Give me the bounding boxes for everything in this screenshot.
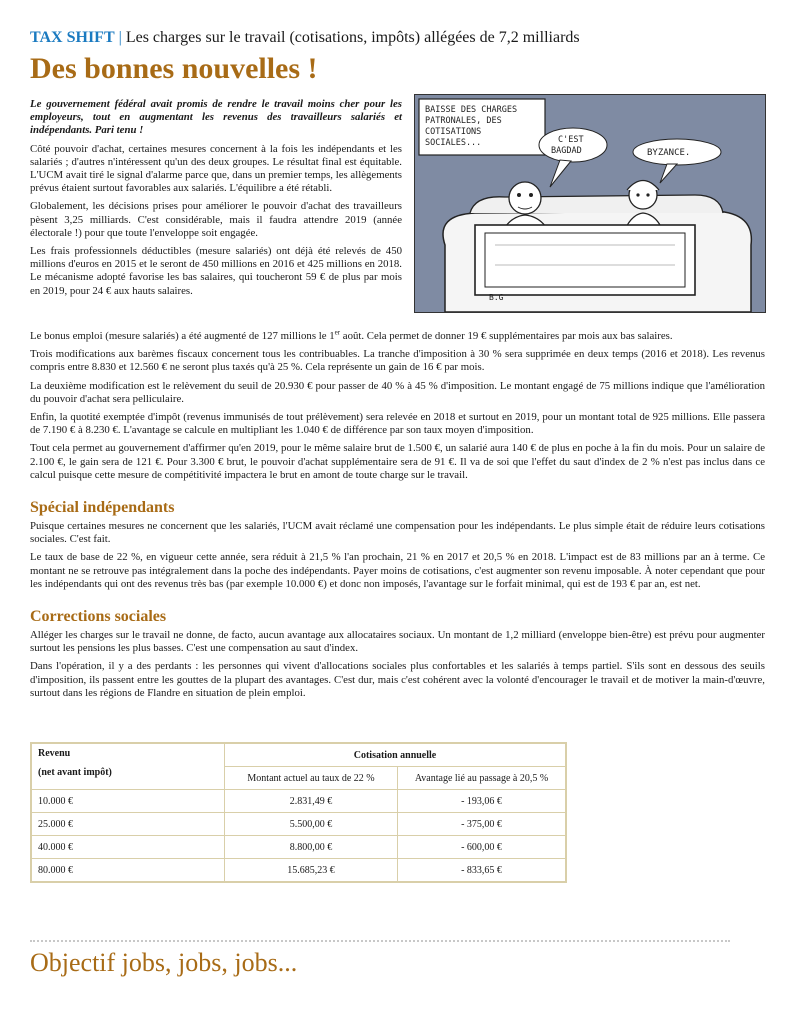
col-revenu-sublabel: (net avant impôt) [38, 767, 112, 779]
cell-revenu: 25.000 € [31, 813, 225, 836]
cartoon-drawing [415, 95, 765, 312]
cartoon-illustration [414, 94, 766, 313]
table-row [31, 836, 566, 859]
group-header: Cotisation annuelle [225, 743, 567, 767]
body-text: Le bonus emploi (mesure salariés) a été augmenté de 127 millions le 1 [30, 330, 335, 342]
left-paragraph: Globalement, les décisions prises pour améliorer le pouvoir d'achat des travailleurs pèsent 3,25 milliards. C'est considérable, mais il faudra attendre 2019 (année électorale !) pour que toute l'enveloppe soit engagée. [30, 200, 402, 239]
body-text: août. Cela permet de donner 19 € supplémentaires par mois aux bas salaires. [340, 330, 673, 342]
footer-title: Objectif jobs, jobs, jobs... [30, 948, 298, 977]
body-paragraph [30, 330, 765, 343]
cell-avantage: - 600,00 € [398, 836, 567, 859]
section-paragraph: Le taux de base de 22 %, en vigueur cette année, sera réduit à 21,5 % l'an prochain, 21 % en 2017 et 20,5 % en 2018. L'impact est de 83 millions par an à terme. Ce montant ne se retrouve pas intégralement dans la poche des indépendants. Payer moins de cotisations, c'est augmenter son revenu imposable. À noter cependant que pour les indépendants qui ont des revenus très bas (par exemple 10.000 €) et donc non imposés, l'avantage sur le forfait minimal, qui est de 193 € par an, est net. [30, 551, 765, 590]
article [30, 28, 765, 883]
cartoon-caption: BAISSE DES CHARGES PATRONALES, DES COTISATIONS SOCIALES... [425, 105, 518, 148]
cell-revenu: 10.000 € [31, 790, 225, 813]
cell-revenu: 80.000 € [31, 859, 225, 883]
left-column [30, 98, 402, 303]
table-row [31, 790, 566, 813]
table-row [31, 813, 566, 836]
cartoon-signature: B.G [489, 293, 504, 302]
cell-avantage: - 375,00 € [398, 813, 567, 836]
lead-paragraph: Le gouvernement fédéral avait promis de rendre le travail moins cher pour les employeurs, tout en augmentant les revenus des travailleurs salariés et indépendants. Pari tenu ! [30, 98, 402, 137]
section-title-corrections: Corrections sociales [30, 608, 167, 626]
cell-montant: 15.685,23 € [225, 859, 398, 883]
body-paragraph: Trois modifications aux barèmes fiscaux concernent tous les contribuables. La tranche d'imposition à 30 % sera supprimée en deux temps (2016 et 2018). Les revenus compris entre 8.830 et 12.560 € ne seront plus taxés qu'à 25 %. Cela représente un gain de 16 € par mois. [30, 348, 765, 374]
article-body [30, 330, 765, 883]
bubble-right: BYZANCE. [647, 148, 691, 158]
kicker [30, 28, 765, 48]
left-paragraph: Côté pouvoir d'achat, certaines mesures concernent à la fois les indépendants et les salariés ; d'autres n'intéressent qu'un des deux groupes. Le résultat final est équitable. L'UCM avait tiré le signal d'alarme parce que, dans un premier temps, les allègements prévus étaient surtout favorables aux salariés. L'équilibre a été rétabli. [30, 142, 402, 195]
section-paragraph: Puisque certaines mesures ne concernent que les salariés, l'UCM avait réclamé une compensation pour les indépendants. Le plus simple était de réduire leurs cotisations sociales. C'est fait. [30, 520, 765, 546]
page-title: Des bonnes nouvelles ! [30, 52, 318, 85]
col-avantage-header: Avantage lié au passage à 20,5 % [398, 767, 567, 790]
cell-montant: 8.800,00 € [225, 836, 398, 859]
divider [30, 940, 730, 942]
body-paragraph: La deuxième modification est le relèvement du seuil de 20.930 € pour passer de 40 % à 45 % d'imposition. Le montant engagé de 75 millions indique que l'amélioration du pouvoir d'achat sera pelliculaire. [30, 379, 765, 405]
col-revenu-label: Revenu [38, 748, 71, 760]
bubble-left: C'EST BAGDAD [551, 135, 584, 156]
left-paragraph: Les frais professionnels déductibles (mesure salariés) ont déjà été relevés de 450 millions d'euros en 2015 et le seront de 450 millions en 2016 et 425 millions en 2018. Le mécanisme adopté favorise les bas salaires, qui toucheront 59 € de plus par mois en 2019, pour 24 € aux hauts salaires. [30, 245, 402, 297]
top-block [30, 98, 765, 330]
col-revenu-header [31, 743, 225, 790]
cell-revenu: 40.000 € [31, 836, 225, 859]
cell-montant: 2.831,49 € [225, 790, 398, 813]
cell-avantage: - 833,65 € [398, 859, 567, 883]
cotisation-table [30, 742, 567, 883]
section-paragraph: Dans l'opération, il y a des perdants : les personnes qui vivent d'allocations sociales plus confortables et les salariés à temps partiel. S'ils sont en dessous des seuils d'imposition, ils passent entre les gouttes de la plupart des avantages. C'est dur, mais c'est cohérent avec la volonté d'encourager le travail et de motiver la main-d'œuvre, surtout dans les régions de Flandre en situation de plein emploi. [30, 660, 765, 699]
body-paragraph: Enfin, la quotité exemptée d'impôt (revenus immunisés de tout prélèvement) sera relevée en 2018 et surtout en 2019, pour un montant total de 925 millions. Elle passera de 7.190 € à 8.230 €. L'avantage se calcule en multipliant les 1.040 € de différence par son taux moyen d'imposition. [30, 411, 765, 437]
kicker-separator: | [118, 29, 122, 46]
section-paragraph: Alléger les charges sur le travail ne donne, de facto, aucun avantage aux allocataires sociaux. Un montant de 1,2 milliard (enveloppe bien-être) est prévu pour augmenter surtout les pensions les plus basses. C'est une compensation au saut d'index. [30, 629, 765, 655]
table-header-row [31, 743, 566, 767]
kicker-tag: TAX SHIFT [30, 29, 115, 46]
table-row [31, 859, 566, 883]
kicker-subtitle: Les charges sur le travail (cotisations, impôts) allégées de 7,2 milliards [125, 29, 580, 46]
col-montant-header: Montant actuel au taux de 22 % [225, 767, 398, 790]
cell-montant: 5.500,00 € [225, 813, 398, 836]
section-title-independants: Spécial indépendants [30, 499, 175, 517]
body-superscript: er [334, 328, 341, 337]
cell-avantage: - 193,06 € [398, 790, 567, 813]
body-paragraph: Tout cela permet au gouvernement d'affirmer qu'en 2019, pour le même salaire brut de 1.500 €, un salarié aura 140 € de plus en poche à la fin du mois. Pour un salaire de 2.100 €, le gain sera de 121 €. Pour 3.300 € brut, le pouvoir d'achat supplémentaire sera de 91 €. Il va de soi que l'effet du saut d'index de 2 % n'est pas inclus dans ce calcul puisque cette mesure de compétitivité impactera le brut en amont de toute charge sur le travail. [30, 442, 765, 481]
